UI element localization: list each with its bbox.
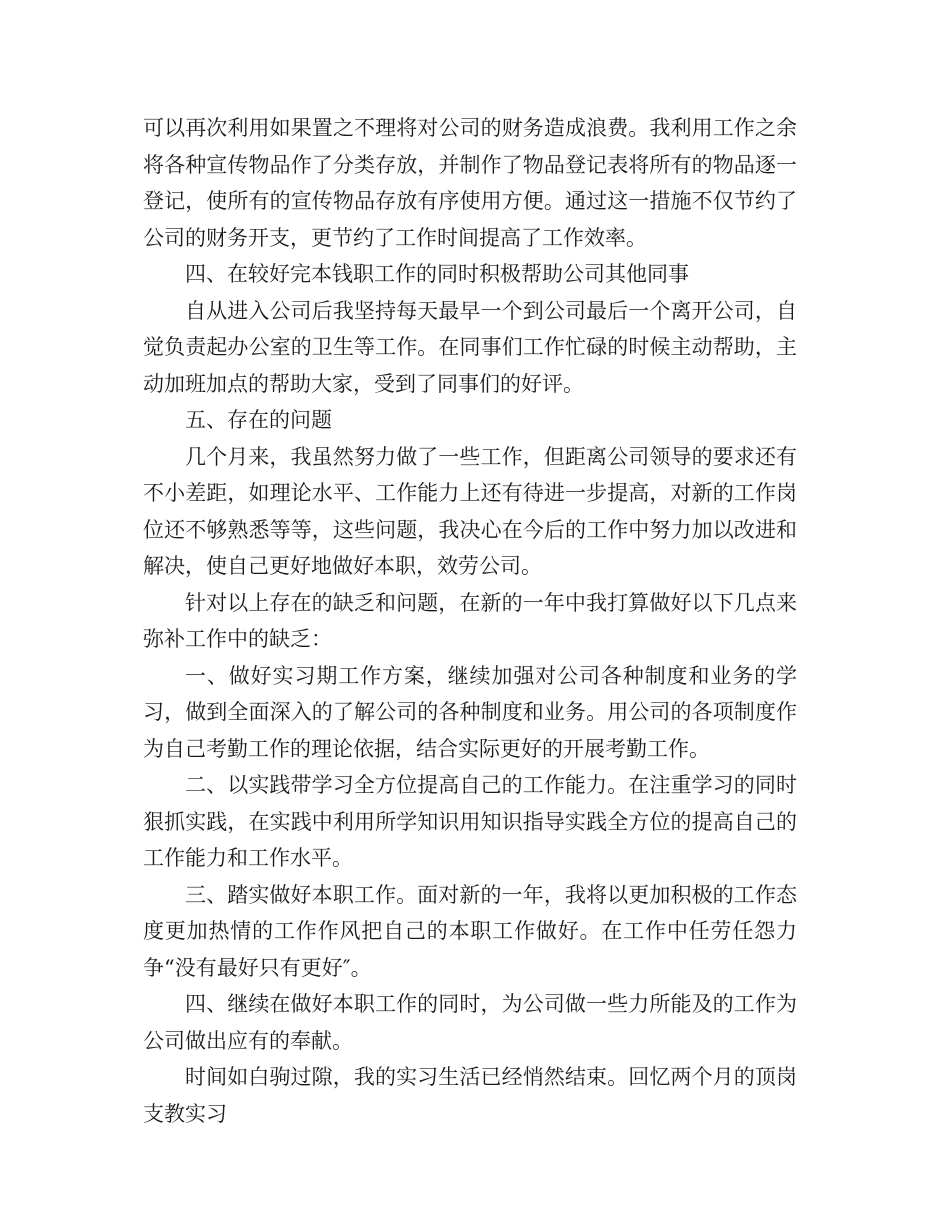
list-item: 三、踏实做好本职工作。面对新的一年，我将以更加积极的工作态度更加热情的工作作风把自己的本职工作做好。在工作中任劳任怨力争“没有最好只有更好″。 <box>143 882 797 980</box>
section-heading: 四、在较好完本钱职工作的同时积极帮助公司其他同事 <box>185 262 689 286</box>
list-item: 一、做好实习期工作方案，继续加强对公司各种制度和业务的学习，做到全面深入的了解公司的各种制度和业务。用公司的各项制度作为自己考勤工作的理论依据，结合实际更好的开展考勤工作。 <box>143 663 797 761</box>
paragraph: 可以再次利用如果置之不理将对公司的财务造成浪费。我利用工作之余将各种宣传物品作了分类存放，并制作了物品登记表将所有的物品逐一登记，使所有的宣传物品存放有序使用方便。通过这一措施不仅节约了公司的财务开支，更节约了工作时间提高了工作效率。 <box>143 116 797 250</box>
paragraph: 自从进入公司后我坚持每天最早一个到公司最后一个离开公司，自觉负责起办公室的卫生等工作。在同事们工作忙碌的时候主动帮助，主动加班加点的帮助大家，受到了同事们的好评。 <box>143 298 797 396</box>
paragraph: 针对以上存在的缺乏和问题，在新的一年中我打算做好以下几点来弥补工作中的缺乏： <box>143 590 797 651</box>
list-item: 四、继续在做好本职工作的同时，为公司做一些力所能及的工作为公司做出应有的奉献。 <box>143 992 797 1053</box>
paragraph: 时间如白驹过隙，我的实习生活已经悄然结束。回忆两个月的顶岗支教实习 <box>143 1065 797 1126</box>
paragraph: 几个月来，我虽然努力做了一些工作，但距离公司领导的要求还有不小差距，如理论水平、工作能力上还有待进一步提高，对新的工作岗位还不够熟悉等等，这些问题，我决心在今后的工作中努力加以改进和解决，使自己更好地做好本职，效劳公司。 <box>143 444 797 578</box>
document-body <box>143 110 797 1132</box>
section-heading: 五、存在的问题 <box>185 408 332 432</box>
list-item: 二、以实践带学习全方位提高自己的工作能力。在注重学习的同时狠抓实践，在实践中利用所学知识用知识指导实践全方位的提高自己的工作能力和工作水平。 <box>143 773 797 870</box>
